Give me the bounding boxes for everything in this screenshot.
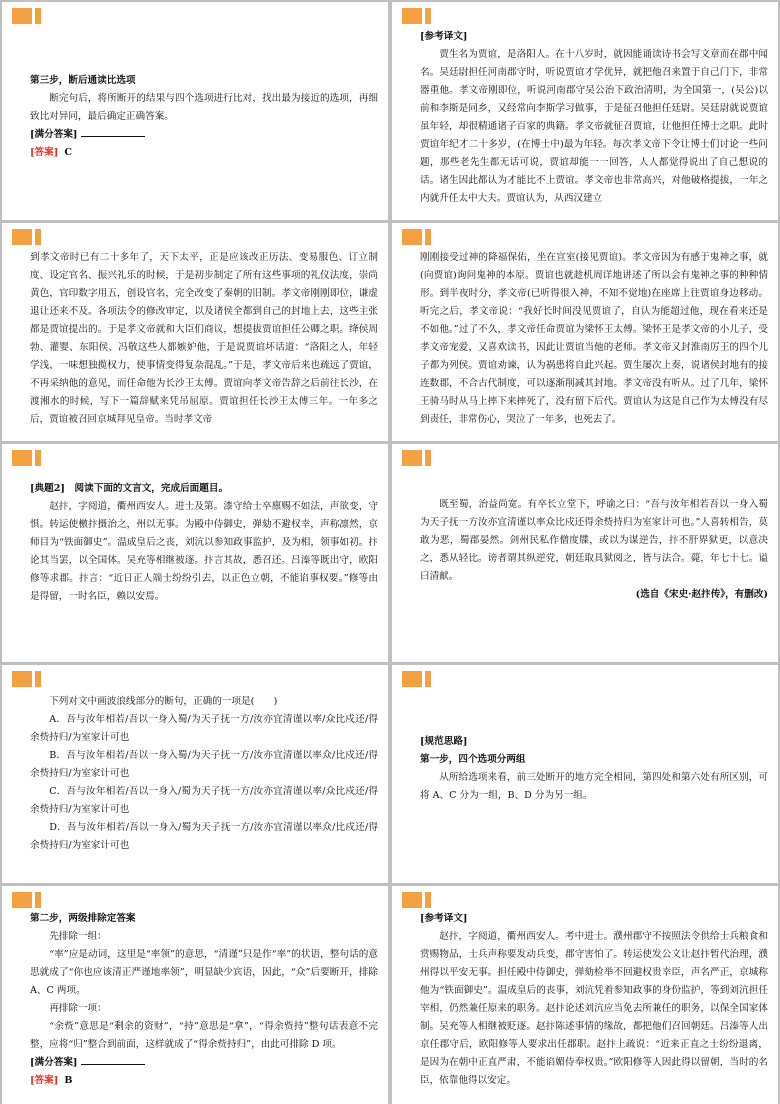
step-body-1: “率”应是动词，这里是“率领”的意思，“清谨”只是作“率”的状语，整句话的意思就成了“你也应该清正严谨地率领”，明显缺少宾语，因此，“众”后要断开，排除 A、C 两项。	[30, 949, 378, 996]
slide-corner-mark	[12, 671, 42, 687]
passage-source: (选自《宋史·赵抃传》，有删改)	[635, 589, 768, 600]
slide-corner-mark	[402, 671, 432, 687]
translation-label: [参考译文]	[420, 31, 468, 42]
answer-label: [答案]	[30, 1075, 59, 1086]
step-body: 断完句后，将所断开的结果与四个选项进行比对，找出最为接近的选项，再细致比对异同，最后确定正确答案。	[30, 93, 378, 122]
answer-blank	[81, 1054, 145, 1065]
slide-content	[30, 480, 378, 606]
approach-label: [规范思路]	[420, 736, 468, 747]
slide-5	[2, 444, 388, 662]
slide-content	[30, 249, 378, 429]
slide-corner-mark	[12, 450, 42, 466]
answer-label: [答案]	[30, 147, 59, 158]
slide-1	[2, 2, 388, 220]
step-subheading-1: 先排除一组：	[49, 931, 107, 942]
slide-content	[30, 910, 378, 1090]
translation-label: [参考译文]	[420, 913, 468, 924]
slide-corner-mark	[402, 8, 432, 24]
option-d: D．吾与汝年相若/吾以一身入/蜀为天子抚一方/汝亦宜清谨以率众/比戍还/得余赀持归/为室家计可也	[30, 822, 378, 851]
slide-corner-mark	[402, 450, 432, 466]
slide-content	[420, 910, 768, 1090]
translation-body: 赵抃，字阅道，衢州西安人。考中进士。濮州郡守不按照法令供给士兵粮食和赏赐物品，士兵声称要发动兵变，郡守害怕了。转运使发公文让赵抃暂代治理，濮州得以平安无事。担任殿中侍御史，弹劾检举不回避权贵幸臣，声名严正，京城称他为“铁面御史”。温成皇后的丧事，刘沆凭着参知政事的身份监护，等到刘沆担任宰相，仍然兼任原来的职务。赵抃论述刘沆应当免去所兼任的职务，以保全国家体制。吴充等人相继被贬逐。赵抃陈述事情的缘故，都把他们召回朝廷。吕溱等人出京任郡守后，欧阳修等人要求出任郡职。赵抃上疏说：“近来正直之士纷纷退离，是因为在朝中正直严肃，不能谄媚侍奉权贵。”欧阳修等人因此得以留朝，当时的名臣，依靠他得以安定。	[420, 931, 768, 1086]
step-body: 从所给选项来看，前三处断开的地方完全相同，第四处和第六处有所区别，可将 A、C 分为一组，B、D 分为另一组。	[420, 772, 768, 801]
slide-content	[420, 733, 768, 805]
passage-body: 既至蜀，治益尚宽。有卒长立堂下，呼谕之曰：“吾与汝年相若吾以一身入蜀为天子抚一方汝亦宜清谨以率众比戍还得余赀持归为室家计可也。”人喜转相告，莫敢为恶，蜀郡晏然。剑州民私作僧度牒，或以为谋逆告，抃不肝界狱更，以意决之，悉从轻比。谤者谓其纵逆党，朝廷取具狱阅之，皆与法合。薨，年七十七。谥曰清献。	[420, 499, 768, 582]
slide-content	[30, 693, 378, 855]
slide-3	[2, 223, 388, 441]
slide-9	[2, 886, 388, 1104]
translation-body: 到孝文帝时已有二十多年了，天下太平，正是应该改正历法、变易服色、订立制度、设定官名、振兴礼乐的时候，于是初步制定了所有这些事项的礼仪法度，崇尚黄色，官印数字用五，创设官名，完全改变了秦朝的旧制。孝文帝刚刚即位，谦虚退让还来不及。各项法令的修改审定，以及诸侯全都到自己的封地上去，这些主张都是贾谊提出的。于是孝文帝就和大臣们商议，想提拔贾谊担任公卿之职。绛侯周勃、灌婴、东阳侯、冯敬这些人都嫉妒他，于是说贾谊坏话道：“洛阳之人，年轻学浅，一味想独揽权力，使事情变得复杂混乱。”于是，孝文帝后来也疏远了贾谊，不再采纳他的意见，而任命他为长沙王太傅。贾谊向孝文帝告辞之后前往长沙，在渡湘水的时候，写下一篇辞赋来凭吊屈原。贾谊担任长沙王太傅三年。一年多之后，贾谊被召回京城拜见皇帝。当时孝文帝	[30, 252, 378, 425]
slide-6	[392, 444, 778, 662]
slide-corner-mark	[12, 229, 42, 245]
slide-corner-mark	[402, 892, 432, 908]
full-answer-label: [满分答案]	[30, 1057, 78, 1068]
slide-7	[2, 665, 388, 883]
option-b: B．吾与汝年相若/吾以一身入蜀/为天子抚一方/汝亦宜清谨以率众/比戍还/得余赀持归/为室家计可也	[30, 750, 378, 779]
problem-heading: [典题2] 阅读下面的文言文，完成后面题目。	[30, 483, 229, 494]
step-heading: 第三步，断后通读比选项	[30, 75, 136, 86]
slide-content	[420, 496, 768, 604]
slide-content	[30, 72, 378, 162]
step-body-2: “余赀”意思是“剩余的资财”，“持”意思是“拿”，“得余赀持”整句话表意不完整，应将“归”整合到前面，这样就成了“得余赀持归”，由此可排除 D 项。	[30, 1021, 378, 1050]
option-c: C．吾与汝年相若/吾以一身入/蜀为天子抚一方/汝亦宜清谨以率/众比戍还/得余赀持归/为室家计可也	[30, 786, 378, 815]
slide-content	[420, 28, 768, 208]
slide-content	[420, 249, 768, 429]
slide-corner-mark	[402, 229, 432, 245]
translation-body: 刚刚接受过神的降福保佑，坐在宣室(接见贾谊)。孝文帝因为有感于鬼神之事，就(向贾谊)询问鬼神的本原。贾谊也就趁机周详地讲述了所以会有鬼神之事的种种情形。到半夜时分，孝文帝(已听得很入神，不知不觉地)在座席上往贾谊身边移动。听完之后，孝文帝说：“我好长时间没见贾谊了，自认为能超过他，现在看来还是不如他。”过了不久，孝文帝任命贾谊为梁怀王太傅。梁怀王是孝文帝的小儿子，受孝文帝宠爱，又喜欢读书，因此让贾谊当他的老师。孝文帝又封淮南厉王的四个儿子都为列侯。贾谊劝谏，认为祸患将自此兴起。贾生屡次上奏，说诸侯封地有的接连数郡，不合古代制度，可以逐渐削减其封地。孝文帝没有听从。过了几年，梁怀王骑马时从马上摔下来摔死了，没有留下后代。贾谊认为这是自己作为太傅没有尽到责任，非常伤心，哭泣了一年多，也死去了。	[420, 252, 768, 425]
option-a: A．吾与汝年相若/吾以一身入蜀/为天子抚一方/汝亦宜清谨以率/众比戍还/得余赀持归/为室家计可也	[30, 714, 378, 743]
answer-value: B	[64, 1075, 73, 1086]
question-stem: 下列对文中画波浪线部分的断句，正确的一项是( )	[49, 696, 278, 707]
full-answer-label: [满分答案]	[30, 129, 78, 140]
step-subheading-2: 再排除一项：	[49, 1003, 107, 1014]
slide-8	[392, 665, 778, 883]
slide-2	[392, 2, 778, 220]
passage-body: 赵抃，字阅道，衢州西安人。进士及第。漆守给士卒廪赐不如法，声欲变，守惧。转运使檄抃摄治之，州以无事。为殿中侍御史，弹劾不避权幸，声称凛然，京师目为“铁面御史”。温成皇后之丧，刘沆以参知政事监护，及为相，领事如初。抃论其当罢，以全国体。吴充等相继被逐。抃言其故，悉召还。吕溱等既出守，欧阳修等求郡。抃言：“近日正人端士纷纷引去，以正色立朝，不能谄事权要。”修等由是得留，一时名臣，赖以安焉。	[30, 501, 378, 602]
slide-corner-mark	[12, 8, 42, 24]
slide-corner-mark	[12, 892, 42, 908]
translation-body: 贾生名为贾谊，是洛阳人。在十八岁时，就因能诵读诗书会写文章而在郡中闻名。吴廷尉担任河南郡守时，听说贾谊才学优异，就把他召来置于自己门下，非常器重他。孝文帝刚即位，听说河南郡守吴公治下政治清明，为全国第一，(吴公)以前和李斯是同乡，又经常向李斯学习做事，于是征召他担任廷尉。吴廷尉就说贾谊虽年轻，却很精通诸子百家的典籍。孝文帝就征召贾谊，让他担任博士之职。此时贾谊年纪才二十多岁，(在博士中)最为年轻。每次孝文帝下令让博士们讨论一些问题，那些老先生都无话可说，贾谊却能一一回答，人人都觉得说出了自己想说的话。诸生因此都认为才能比不上贾谊。孝文帝也非常高兴，对他破格提拔，一年之内就升任太中大夫。贾谊认为，从西汉建立	[420, 49, 768, 204]
answer-value: C	[64, 147, 73, 158]
step-heading: 第一步，四个选项分两组	[420, 754, 526, 765]
slide-4	[392, 223, 778, 441]
answer-blank	[81, 126, 145, 137]
slide-10	[392, 886, 778, 1104]
step-heading: 第二步，两级排除定答案	[30, 913, 136, 924]
